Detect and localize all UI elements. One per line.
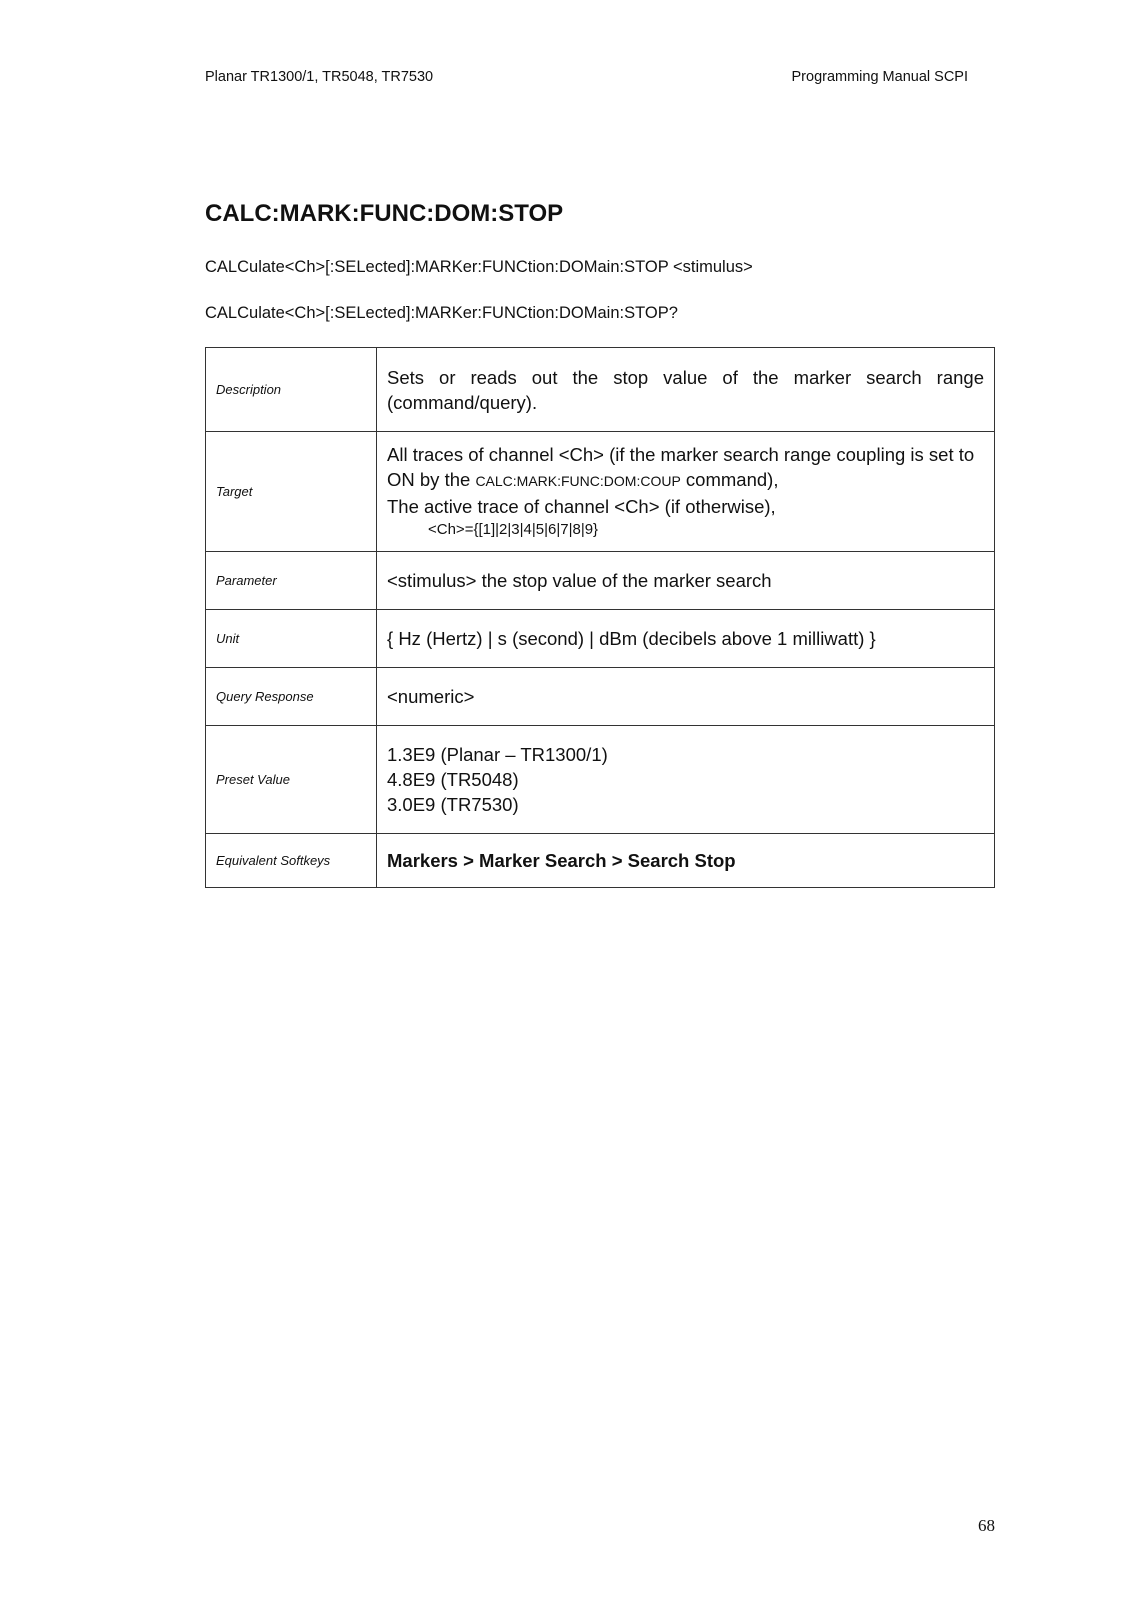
table-row-description: [206, 348, 995, 432]
command-title: CALC:MARK:FUNC:DOM:STOP: [205, 200, 564, 227]
target-coupling-command: CALC:MARK:FUNC:DOM:COUP: [475, 473, 681, 489]
description-label: Description: [206, 348, 377, 432]
syntax-query-command: CALCulate<Ch>[:SELected]:MARKer:FUNCtion:DOMain:STOP?: [205, 304, 678, 322]
preset-value-line-1: 1.3E9 (Planar – TR1300/1): [387, 744, 608, 765]
syntax-set-command: CALCulate<Ch>[:SELected]:MARKer:FUNCtion:DOMain:STOP <stimulus>: [205, 258, 753, 276]
table-row-unit: [206, 610, 995, 668]
softkeys-value: Markers > Marker Search > Search Stop: [377, 834, 995, 888]
parameter-value: <stimulus> the stop value of the marker search: [377, 552, 995, 610]
target-line-1: [387, 442, 984, 494]
preset-value-line-2: 4.8E9 (TR5048): [387, 769, 519, 790]
page-header-right: Programming Manual SCPI: [791, 69, 968, 85]
softkeys-label: Equivalent Softkeys: [206, 834, 377, 888]
command-info-table: [205, 347, 995, 888]
target-line-1-tail: command),: [680, 469, 779, 490]
unit-label: Unit: [206, 610, 377, 668]
preset-value-label: Preset Value: [206, 726, 377, 834]
query-response-value: <numeric>: [377, 668, 995, 726]
table-row-parameter: [206, 552, 995, 610]
description-value: Sets or reads out the stop value of the marker search range (command/query).: [377, 348, 995, 432]
table-row-target: [206, 432, 995, 552]
table-row-query-response: [206, 668, 995, 726]
target-line-2: The active trace of channel <Ch> (if otherwise),: [387, 496, 776, 517]
target-value: [377, 432, 995, 552]
parameter-label: Parameter: [206, 552, 377, 610]
target-line-1-text: All traces of channel <Ch> (if the marker search range coupling is set to ON by the: [387, 444, 975, 490]
target-channel-range: <Ch>={[1]|2|3|4|5|6|7|8|9}: [428, 521, 599, 538]
preset-value-line-3: 3.0E9 (TR7530): [387, 794, 519, 815]
target-label: Target: [206, 432, 377, 552]
page-header-left: Planar TR1300/1, TR5048, TR7530: [205, 69, 434, 85]
unit-value: { Hz (Hertz) | s (second) | dBm (decibels above 1 milliwatt) }: [377, 610, 995, 668]
preset-value-values: [377, 726, 995, 834]
table-row-preset-value: [206, 726, 995, 834]
page-number: 68: [978, 1516, 995, 1535]
query-response-label: Query Response: [206, 668, 377, 726]
table-row-softkeys: [206, 834, 995, 888]
